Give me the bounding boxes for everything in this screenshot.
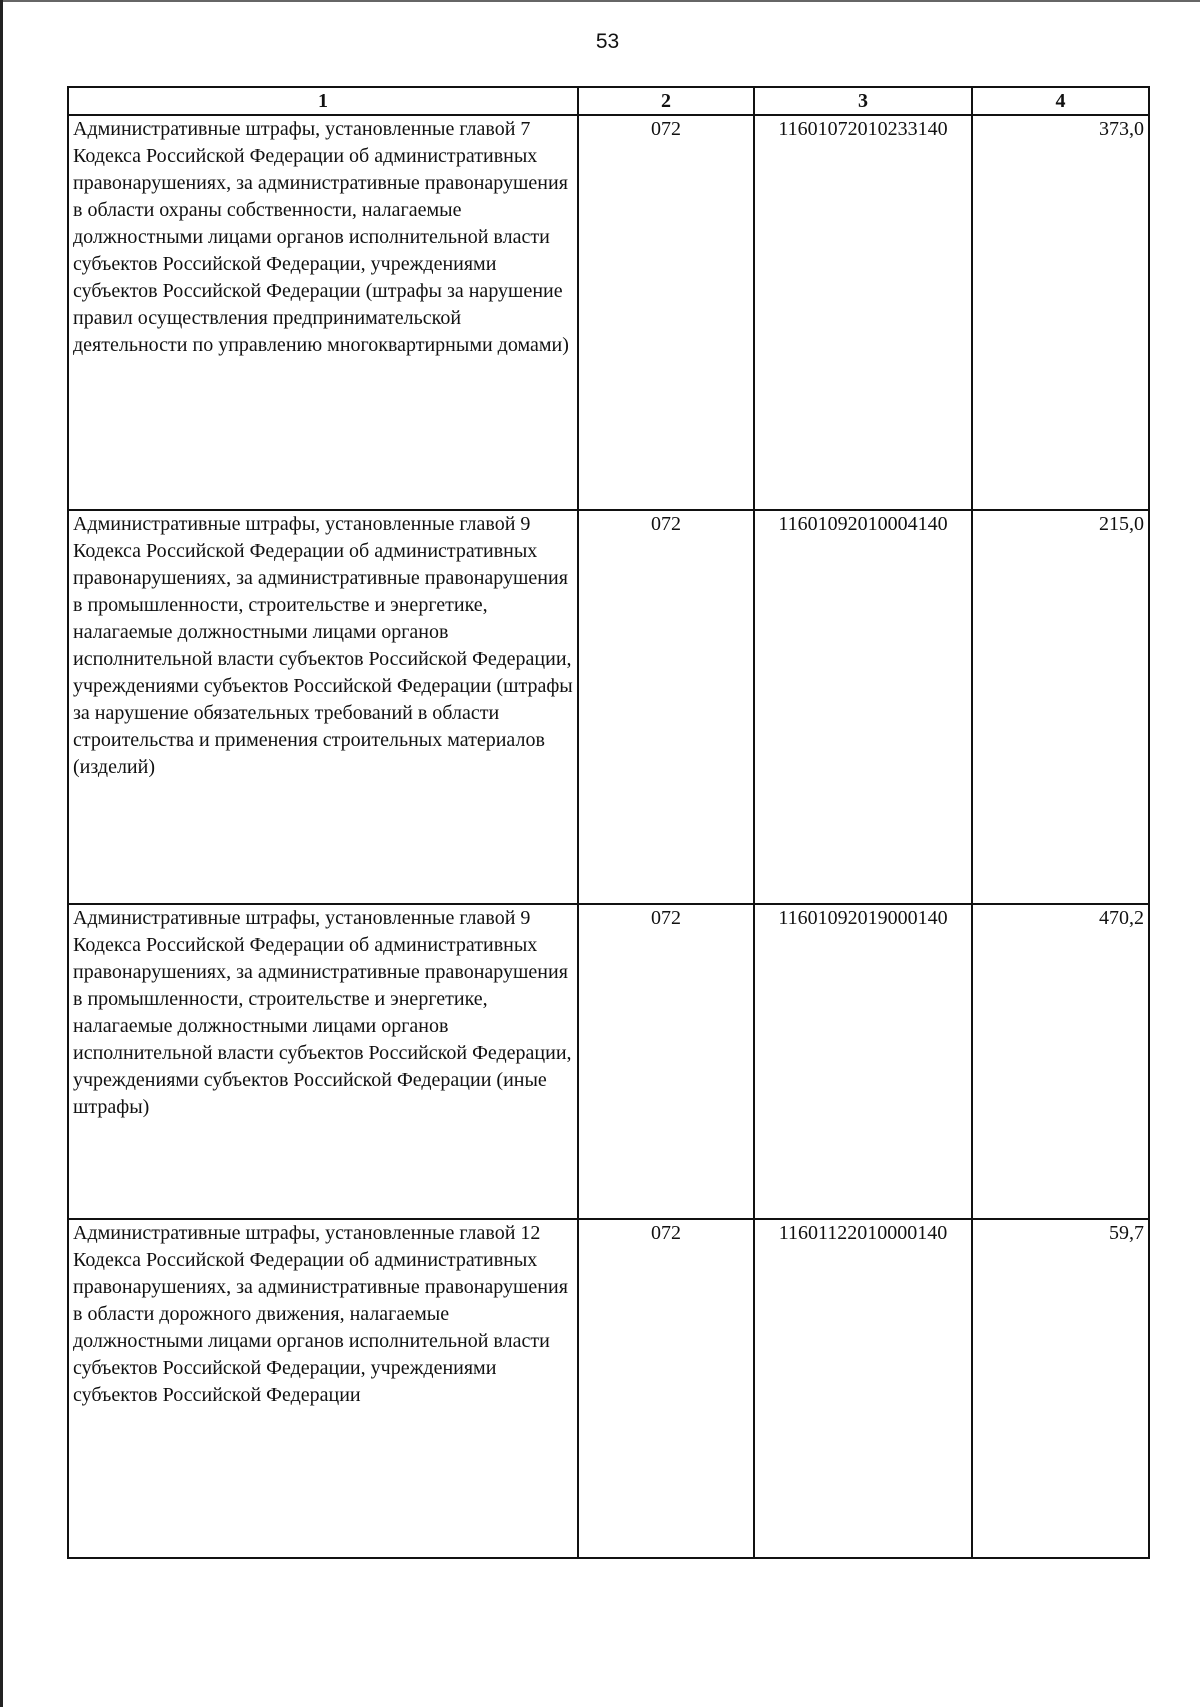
- row-description: Административные штрафы, установленные главой 9 Кодекса Российской Федерации об административных правонарушениях, за административные правонарушения в промышленности, строительстве и энергетике, налагаемые должностными лицами органов исполнительной власти субъектов Российской Федерации, учреждениями субъектов Российской Федерации (иные штрафы): [68, 904, 578, 1219]
- scan-edge-top: [0, 0, 1200, 2]
- table-row: [68, 904, 1149, 1219]
- table-header-row: [68, 87, 1149, 115]
- row-amount: 215,0: [972, 510, 1149, 904]
- row-kbk-code: 11601122010000140: [754, 1219, 972, 1558]
- row-amount: 59,7: [972, 1219, 1149, 1558]
- row-admin-code: 072: [578, 904, 754, 1219]
- column-header-2: 2: [578, 87, 754, 115]
- table-row: [68, 510, 1149, 904]
- table-row: [68, 1219, 1149, 1558]
- row-admin-code: 072: [578, 1219, 754, 1558]
- row-description: Административные штрафы, установленные главой 12 Кодекса Российской Федерации об административных правонарушениях, за административные правонарушения в области дорожного движения, налагаемые должностными лицами органов исполнительной власти субъектов Российской Федерации, учреждениями субъектов Российской Федерации: [68, 1219, 578, 1558]
- row-kbk-code: 11601092010004140: [754, 510, 972, 904]
- column-header-4: 4: [972, 87, 1149, 115]
- row-kbk-code: 11601072010233140: [754, 115, 972, 510]
- row-admin-code: 072: [578, 510, 754, 904]
- column-header-1: 1: [68, 87, 578, 115]
- row-amount: 373,0: [972, 115, 1149, 510]
- row-admin-code: 072: [578, 115, 754, 510]
- budget-revenue-table: [67, 86, 1150, 1559]
- scan-edge-left: [0, 0, 3, 1707]
- row-description: Административные штрафы, установленные главой 7 Кодекса Российской Федерации об административных правонарушениях, за административные правонарушения в области охраны собственности, налагаемые должностными лицами органов исполнительной власти субъектов Российской Федерации, учреждениями субъектов Российской Федерации (штрафы за нарушение правил осуществления предпринимательской деятельности по управлению многоквартирными домами): [68, 115, 578, 510]
- row-description: Административные штрафы, установленные главой 9 Кодекса Российской Федерации об административных правонарушениях, за административные правонарушения в промышленности, строительстве и энергетике, налагаемые должностными лицами органов исполнительной власти субъектов Российской Федерации, учреждениями субъектов Российской Федерации (штрафы за нарушение обязательных требований в области строительства и применения строительных материалов (изделий): [68, 510, 578, 904]
- row-amount: 470,2: [972, 904, 1149, 1219]
- row-kbk-code: 11601092019000140: [754, 904, 972, 1219]
- page-number: 53: [595, 30, 620, 53]
- table-row: [68, 115, 1149, 510]
- column-header-3: 3: [754, 87, 972, 115]
